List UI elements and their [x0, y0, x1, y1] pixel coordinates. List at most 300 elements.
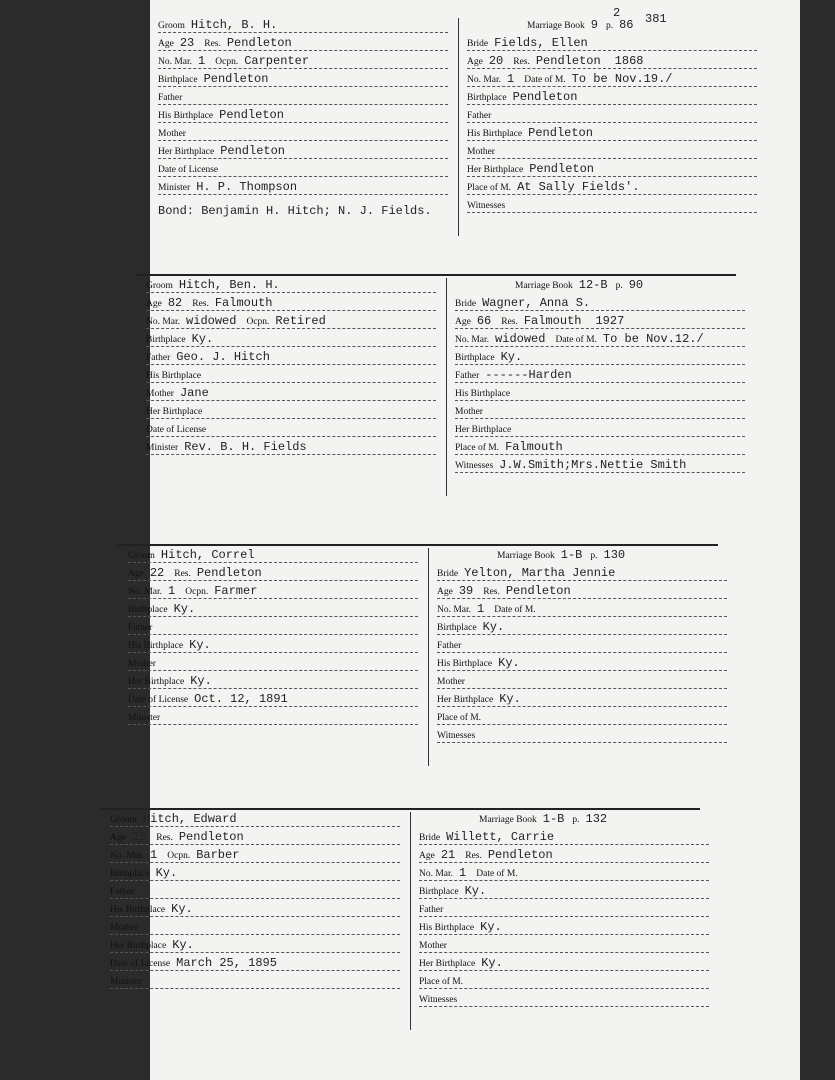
field-row — [467, 108, 757, 126]
field-row — [467, 126, 757, 144]
field-row — [158, 180, 448, 198]
underline — [146, 400, 436, 401]
field-value: ------Harden — [485, 368, 572, 382]
marriage-book-number: 1-B — [542, 812, 565, 826]
field-value: 22 — [149, 566, 165, 580]
field-row — [110, 830, 400, 848]
field-label: Father — [128, 623, 153, 633]
underline — [146, 436, 436, 437]
field-row — [110, 902, 400, 920]
field-value: 39 — [458, 584, 474, 598]
field-value: Carpenter — [244, 54, 310, 68]
underline — [110, 952, 400, 953]
underline — [146, 328, 436, 329]
underline — [158, 32, 448, 33]
field-row — [419, 866, 709, 884]
field-value: 1 — [507, 72, 515, 86]
field-label: Place of M. — [467, 183, 512, 193]
field-row — [128, 710, 418, 728]
marriage-book-row — [419, 812, 709, 830]
field-row — [419, 830, 709, 848]
field-row — [419, 848, 709, 866]
underline — [110, 880, 400, 881]
field-value: Pendleton — [220, 144, 285, 158]
field-row — [467, 72, 757, 90]
field-row — [158, 144, 448, 162]
underline — [437, 670, 727, 671]
field-label: No. Mar. — [419, 869, 454, 879]
field-row — [158, 18, 448, 36]
underline — [455, 436, 745, 437]
underline — [158, 104, 448, 105]
bond-note: Bond: Benjamin H. Hitch; N. J. Fields. — [158, 204, 432, 218]
marriage-book-number: 12-B — [578, 278, 608, 292]
field-value: Farmer — [214, 584, 258, 598]
underline — [146, 292, 436, 293]
field-label: Mother — [158, 129, 186, 139]
bride-column — [410, 812, 709, 1030]
field-label: No. Mar. — [110, 851, 145, 861]
field-value: Ky. — [155, 866, 178, 880]
field-label: His Birthplace — [128, 641, 184, 651]
field-row — [146, 332, 436, 350]
field-label: Age — [455, 317, 471, 327]
underline — [128, 688, 418, 689]
bride-column — [446, 278, 745, 496]
underline — [110, 970, 400, 971]
marriage-record — [110, 812, 700, 1037]
field-value: Falmouth — [505, 440, 563, 454]
field-label: p. — [572, 815, 580, 825]
marriage-book-row — [467, 6, 757, 36]
underline — [158, 176, 448, 177]
field-value: Pendleton — [529, 162, 594, 176]
field-value: Ky. — [173, 602, 196, 616]
field-value: Falmouth — [523, 314, 582, 328]
field-row — [110, 884, 400, 902]
field-label: Father — [455, 371, 480, 381]
underline — [455, 454, 745, 455]
field-label: Marriage Book — [527, 21, 585, 31]
underline — [146, 310, 436, 311]
underline — [419, 934, 709, 935]
underline — [419, 844, 709, 845]
field-value: Jane — [179, 386, 209, 400]
field-row — [467, 36, 757, 54]
field-value: Hitch, Ben. H. — [178, 278, 280, 292]
field-label: Marriage Book — [497, 551, 555, 561]
field-label: Birthplace — [455, 353, 495, 363]
field-value: 23 — [179, 36, 195, 50]
field-value: Barber — [196, 848, 240, 862]
underline — [455, 472, 745, 473]
field-row — [455, 440, 745, 458]
underline — [455, 400, 745, 401]
field-row — [467, 90, 757, 108]
underline — [128, 706, 418, 707]
field-row — [467, 180, 757, 198]
field-value: Pendleton — [505, 584, 571, 598]
underline — [455, 346, 745, 347]
field-label: Age — [467, 57, 483, 67]
bride-column — [458, 6, 757, 236]
field-row — [158, 126, 448, 144]
field-value: widowed — [495, 332, 546, 346]
field-label: Date of M. — [494, 605, 536, 615]
underline — [110, 934, 400, 935]
field-row — [146, 296, 436, 314]
marriage-book-row — [455, 278, 745, 296]
field-row — [437, 620, 727, 638]
field-value: 25 — [131, 830, 147, 844]
underline — [437, 580, 727, 581]
field-label: No. Mar. — [146, 317, 181, 327]
field-value: J.W.Smith;Mrs.Nettie Smith — [499, 458, 687, 472]
field-row — [146, 368, 436, 386]
underline — [110, 844, 400, 845]
field-row — [437, 602, 727, 620]
field-label: Age — [437, 587, 453, 597]
field-label: Her Birthplace — [158, 147, 215, 157]
field-row — [455, 422, 745, 440]
field-row — [467, 162, 757, 180]
underline — [419, 970, 709, 971]
field-value: Ky. — [480, 920, 502, 934]
field-label: Date of M. — [555, 335, 597, 345]
field-label: p. — [615, 281, 623, 291]
underline — [146, 364, 436, 365]
field-row — [146, 386, 436, 404]
field-value: Ky. — [190, 674, 212, 688]
field-label: Place of M. — [419, 977, 464, 987]
field-value: Pendleton — [512, 90, 578, 104]
field-label: Birthplace — [110, 869, 150, 879]
field-label: Mother — [110, 923, 138, 933]
field-label: Res. — [513, 57, 530, 67]
field-label: Date of License — [146, 425, 207, 435]
field-label: Date of License — [128, 695, 189, 705]
field-value: Pendleton — [178, 830, 244, 844]
field-value: Oct. 12, 1891 — [194, 692, 288, 706]
field-label: No. Mar. — [158, 57, 193, 67]
field-value: Falmouth — [214, 296, 273, 310]
field-row — [128, 692, 418, 710]
field-row — [146, 314, 436, 332]
field-label: Mother — [455, 407, 483, 417]
section-divider — [136, 274, 736, 276]
field-value: 1 — [459, 866, 467, 880]
field-row — [110, 974, 400, 992]
field-label: Res. — [156, 833, 173, 843]
groom-column — [128, 548, 418, 728]
underline — [146, 454, 436, 455]
field-value: Pendleton — [487, 848, 553, 862]
field-label: Birthplace — [158, 75, 198, 85]
field-label: Date of M. — [524, 75, 566, 85]
underline — [467, 86, 757, 87]
field-row — [455, 404, 745, 422]
underline — [158, 86, 448, 87]
field-label: Mother — [146, 389, 174, 399]
field-label: Res. — [192, 299, 209, 309]
field-label: Marriage Book — [479, 815, 537, 825]
underline — [419, 898, 709, 899]
field-value: Ky. — [464, 884, 487, 898]
underline — [437, 634, 727, 635]
underline — [437, 652, 727, 653]
underline — [437, 616, 727, 617]
field-value: H. P. Thompson — [196, 180, 298, 194]
field-label: Father — [467, 111, 492, 121]
field-label: Groom — [128, 551, 155, 561]
underline — [467, 68, 757, 69]
field-label: Her Birthplace — [110, 941, 167, 951]
field-label: Minister — [146, 443, 179, 453]
underline — [110, 862, 400, 863]
field-label: Age — [158, 39, 174, 49]
field-row — [128, 638, 418, 656]
underline — [467, 212, 757, 213]
underline — [158, 140, 448, 141]
underline — [467, 158, 757, 159]
field-label: Birthplace — [437, 623, 477, 633]
field-label: Her Birthplace — [437, 695, 494, 705]
field-label: Groom — [110, 815, 137, 825]
field-value: Pendleton — [528, 126, 593, 140]
field-row — [419, 902, 709, 920]
field-row — [110, 812, 400, 830]
underline — [110, 826, 400, 827]
underline — [467, 104, 757, 105]
marriage-book-page: 132 — [585, 812, 608, 826]
field-row — [158, 72, 448, 90]
field-label: Father — [437, 641, 462, 651]
field-row — [467, 198, 757, 216]
underline — [146, 346, 436, 347]
field-label: Date of License — [110, 959, 171, 969]
field-label: Minister — [128, 713, 161, 723]
underline — [419, 880, 709, 881]
underline — [158, 122, 448, 123]
field-value: Pendleton — [219, 108, 284, 122]
field-label: Birthplace — [467, 93, 507, 103]
field-row — [110, 848, 400, 866]
field-label: Father — [158, 93, 183, 103]
underline — [110, 916, 400, 917]
field-row — [146, 422, 436, 440]
marriage-book-number: 1-B — [560, 548, 583, 562]
field-label: Age — [419, 851, 435, 861]
field-row — [419, 920, 709, 938]
underline — [158, 50, 448, 51]
field-row — [455, 332, 745, 350]
field-label: His Birthplace — [110, 905, 166, 915]
underline — [419, 988, 709, 989]
field-row — [467, 144, 757, 162]
field-row — [128, 620, 418, 638]
field-value: Geo. J. Hitch — [176, 350, 270, 364]
underline — [455, 328, 745, 329]
underline — [110, 988, 400, 989]
field-label: Ocpn. — [246, 317, 270, 327]
marriage-book-row — [437, 548, 727, 566]
field-row — [158, 36, 448, 54]
underline — [437, 598, 727, 599]
underline — [467, 50, 757, 51]
field-label: No. Mar. — [437, 605, 472, 615]
field-label: Witnesses — [455, 461, 494, 471]
field-value: Ky. — [482, 620, 505, 634]
field-value: widowed — [186, 314, 237, 328]
field-value: Rev. B. H. Fields — [184, 440, 307, 454]
field-label: Bride — [437, 569, 459, 579]
field-value: 66 — [476, 314, 492, 328]
field-label: Age — [146, 299, 162, 309]
field-row — [146, 350, 436, 368]
field-label: Date of M. — [476, 869, 518, 879]
field-row — [128, 584, 418, 602]
field-label: p. — [590, 551, 598, 561]
field-row — [437, 692, 727, 710]
field-value: Hitch, Edward — [142, 812, 237, 826]
field-label: Date of License — [158, 165, 219, 175]
field-label: His Birthplace — [419, 923, 475, 933]
field-row — [419, 938, 709, 956]
underline — [146, 418, 436, 419]
residence-year: 1868 — [614, 54, 644, 68]
field-label: Res. — [465, 851, 482, 861]
underline — [158, 158, 448, 159]
field-row — [437, 710, 727, 728]
field-value: Retired — [275, 314, 326, 328]
field-row — [437, 584, 727, 602]
field-label: Witnesses — [419, 995, 458, 1005]
marriage-book-page: 86 — [619, 18, 634, 32]
field-label: Her Birthplace — [146, 407, 203, 417]
field-row — [128, 548, 418, 566]
field-value: Pendleton — [196, 566, 262, 580]
field-label: Res. — [174, 569, 191, 579]
field-row — [467, 54, 757, 72]
field-label: Mother — [419, 941, 447, 951]
underline — [128, 580, 418, 581]
field-label: No. Mar. — [455, 335, 490, 345]
field-label: Bride — [419, 833, 441, 843]
field-value: Hitch, Correl — [160, 548, 255, 562]
field-label: Place of M. — [437, 713, 482, 723]
field-row — [455, 368, 745, 386]
field-row — [419, 956, 709, 974]
underline — [455, 418, 745, 419]
field-value: Pendleton — [226, 36, 292, 50]
residence-year: 1927 — [595, 314, 625, 328]
field-row — [110, 920, 400, 938]
field-value: Hitch, B. H. — [190, 18, 278, 32]
underline — [128, 652, 418, 653]
field-value: Pendleton — [535, 54, 601, 68]
field-row — [419, 884, 709, 902]
underline — [146, 382, 436, 383]
underline — [110, 898, 400, 899]
field-label: Ocpn. — [215, 57, 239, 67]
underline — [158, 194, 448, 195]
underline — [437, 724, 727, 725]
field-label: Res. — [501, 317, 518, 327]
field-value: To be Nov.12./ — [602, 332, 704, 346]
underline — [128, 616, 418, 617]
field-value: 21 — [440, 848, 456, 862]
field-label: Groom — [158, 21, 185, 31]
field-row — [128, 566, 418, 584]
marriage-record — [128, 548, 718, 773]
field-row — [146, 440, 436, 458]
field-row — [146, 278, 436, 296]
field-row — [158, 162, 448, 180]
field-row — [110, 938, 400, 956]
field-label: Res. — [204, 39, 221, 49]
field-row — [455, 350, 745, 368]
field-label: Her Birthplace — [419, 959, 476, 969]
field-label: Father — [419, 905, 444, 915]
field-row — [128, 602, 418, 620]
field-value: 1 — [477, 602, 485, 616]
field-value: Ky. — [172, 938, 194, 952]
marriage-book-page: 90 — [628, 278, 644, 292]
field-row — [437, 728, 727, 746]
marriage-book-page-top: 381 — [645, 12, 667, 26]
field-value: March 25, 1895 — [176, 956, 277, 970]
field-value: Willett, Carrie — [446, 830, 555, 844]
field-label: His Birthplace — [437, 659, 493, 669]
field-value: 1 — [150, 848, 158, 862]
field-row — [158, 54, 448, 72]
field-label: Minister — [110, 977, 143, 987]
field-row — [128, 656, 418, 674]
field-label: Mother — [437, 677, 465, 687]
marriage-record — [146, 278, 736, 503]
field-value: Ky. — [498, 656, 520, 670]
field-row — [455, 314, 745, 332]
field-value: Ky. — [500, 350, 523, 364]
field-value: Ky. — [189, 638, 211, 652]
field-row — [419, 974, 709, 992]
field-label: His Birthplace — [146, 371, 202, 381]
field-label: Res. — [483, 587, 500, 597]
groom-column — [146, 278, 436, 458]
field-label: No. Mar. — [467, 75, 502, 85]
field-value: Pendleton — [203, 72, 269, 86]
field-label: His Birthplace — [455, 389, 511, 399]
marriage-book-page: 130 — [603, 548, 626, 562]
underline — [455, 382, 745, 383]
field-label: Her Birthplace — [467, 165, 524, 175]
field-label: Witnesses — [467, 201, 506, 211]
field-label: Birthplace — [128, 605, 168, 615]
field-row — [437, 674, 727, 692]
field-label: Bride — [467, 39, 489, 49]
underline — [437, 688, 727, 689]
field-row — [158, 108, 448, 126]
field-row — [437, 656, 727, 674]
underline — [419, 1006, 709, 1007]
section-divider — [100, 808, 700, 810]
underline — [437, 742, 727, 743]
field-label: Birthplace — [419, 887, 459, 897]
underline — [158, 68, 448, 69]
field-row — [455, 458, 745, 476]
field-label: Father — [110, 887, 135, 897]
field-value: 1 — [168, 584, 176, 598]
